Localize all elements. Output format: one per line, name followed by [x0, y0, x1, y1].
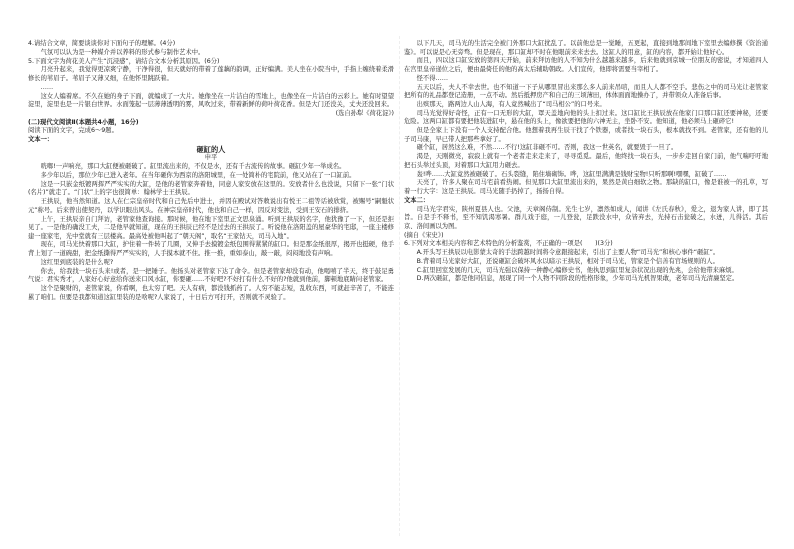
story-paragraph: 司马光觉得好奇怪，正有一口无形的大缸，罩天盖地向他的头上扣过来。这口缸比王拱辰放在他家门口那口缸还要神秘，还要危险。这两口缸都有要把他装进缸中，悬在他的头上，像欲要把他的六神无主，坐卧不安。他知道，他必须马上砸碎它!	[404, 109, 768, 126]
excerpt-paragraph: 月亮升起来，我觉得更凉爽宁静，干净得很，但天就好的带着了莲藕的韵调，正好编满。美人坐在小院当中，手指上缠绕着柔滑修长的苇眉子。苇眉子又薄又细，在他怀里跳跃着。	[28, 66, 394, 82]
story-paragraph: 这红里到底装的是什么呢?	[40, 258, 114, 266]
classical-text: 司马光字君实，陕州夏县人也。父池，天章阁侍制。光生七岁，凛然如成人，闻讲《左氏春秋》，爱之，退为家人讲，即了其旨。自是手不释书，至不知饥渴寒暑。群儿戏于庭，一儿登瓮，足跌没水中，众皆弃去，光持石击瓮破之，水迸，儿得活。其后京、洛间画以为图。	[404, 205, 768, 230]
story-paragraph: 多少年以后，那位少年已进入老年。在当年砸你为西京的洛阳城里，在一处简朴的宅院前，他又站在了一口缸前。	[40, 171, 356, 179]
text-two-source: (摘自《宋史》)	[404, 231, 444, 239]
story-title: 砸缸的人	[196, 144, 226, 154]
question-6-option-d: D.两次砸缸，都是他同信息，展现了同一个人物不同阶段的性格形象，少年司马光机智果敢，老年司马光清廉坚定。	[416, 275, 739, 283]
excerpt-paragraph: 这女人编着席。不久在她的身子下面，就编成了一大片。她像坐在一片洁白的雪地上，也像坐在一片洁白的云彩上。她有时望望淀里，淀里也是一片银白世界。水面笼起一层薄薄透明的雾，风吹过来，带着新鲜的荷叶荷花香。但是大门还没关，丈夫还没回来。	[28, 92, 394, 109]
right-column	[404, 40, 768, 284]
story-author: 申平	[204, 154, 218, 162]
ellipsis: ……	[40, 83, 54, 91]
story-paragraph: 现在，司马光快着那口大缸，护住着一件转了几圈，又伸手去摸镀金纸包围得紧紧的缸口。但是那金纸很厚，揭开也挺硬，他手背上划了一道碗甜，把金纸撕得严严实实的，人手摸本就不住。推一推，重如泰山，敲一敲，闷闷地没有声响。	[28, 241, 394, 258]
question-6-option-a: A.开头写王拱辰以电影蒙太奇的手法跨越时间将令意跟接起来，引出了主要人物“司马光”和核心事件“砸缸”。	[416, 249, 720, 257]
question-6-option-b: B.背着司马光家好大缸，还说砸缸会破坏风水以暗示王拱辰，相对于司马光，管家是个信善有官场规则的人。	[416, 257, 719, 265]
question-4-quote: 气氛可以认为是一种媒介并以养料的形式参与制作艺术中。	[40, 48, 205, 56]
story-paragraph: 天亮了，许多人聚在司马宅前看热闹。但见那口大缸里流出来的，果然是黄白细软之物。那缺的缸口，像是谁被一的孔草，写着一行大字：这是王拱辰。司马光随手扔掉了，扬扬自得。	[404, 179, 768, 195]
story-paragraph: 这是一只嵌金纸镀两挥严严实实的大缸，是他的老管家奔着他，同意人家安放在这里的。安放者什么也没说，只留下一张“门状(名片)”就走了。“门状”上的字也很简单：翰林学士王拱辰。	[28, 180, 394, 197]
text-two-label: 文本二：	[404, 196, 430, 204]
excerpt-source: (选自孙犁《荷花淀》)	[335, 109, 394, 117]
story-paragraph: 以下几天，司马光的生活完全被门外那口大缸扰乱了。以前他总是一觉睡，五更起，直接到地那间地下室里去编修撰《资治通鉴》。可以说是心无旁骛。但是现在，那口缸却不时在他眼前来来去去。这缸人的用意，缸的内容，都开始让他好心。	[404, 40, 768, 56]
story-paragraph: 五天以后，夫人不幸去世。也不知道一下子从哪里冒出来那么多人前来吊唁，而且人人都不空手。悲伤之中的司马光让老管家把所有的礼品都登记造册，一点不动。然后抵押房产和自己的三顷薄田，体体面面地操办了，并带领众人准备后事。	[404, 83, 768, 100]
story-paragraph: 砸个缸，居然这么难，不然……不行!这缸非砸不可。否则，我这一世英名，就要毁于一旦了。	[416, 144, 678, 152]
story-paragraph: 但是全家上下没有一个人支持配合他。他想着我再生辰干找了个铁器，或者找一块石头，根本就找不到。老管家，还有他的儿子司马康，早已带人把那些拿好了。	[404, 127, 768, 143]
column-divider	[399, 36, 400, 536]
question-5: 5.下面文字为荷花美人产生“沉浸感”，请结合文本分析其原因。(6分)	[28, 57, 220, 65]
story-paragraph: 咣啷!一声响亮，那口大缸便被砸破了。缸里流出来的，不仅是水，还有千古流传的故事。砸缸少年一举成名。	[40, 163, 346, 171]
story-paragraph: 轰!哗……大缸竟然被砸破了。石头裂缝，陷住墙砌饰。哗，这缸里满满是钱财宝物!只听那啊!嘿嘿，缸破了……	[416, 170, 727, 178]
question-6-option-c: C.缸里回室发展的几天，司马光强以保持一种静心编修史书，他执思到缸里复杂状况出现的先兆，会给他带来麻烦。	[416, 266, 738, 274]
story-paragraph: 上午，王拱辰亲自门拜访，老管家他查询接。那时候，他在地下室里正文思泉涌。听到王拱辰的名字，他犹豫了一下，但还是拒见了。一是他的确没工夫，二是他早就知道，现在的王拱辰已经不是过去的王拱辰了。听说他在洛阳盖的屋豪华的宅邸，一座主楼修建一座家宅，光中堂就有三层楼高。最高处被他叫起了“朝天阁”，取名“王家钻天，司马入地”。	[28, 215, 394, 240]
story-paragraph: 你去，给我找一块石头来!或者，是一把锤子。他扬头对老管家下达了命令。但是老管家却没有动，他喝嘻了半天，终于鼓足勇气说：君实秀才，人家好心好意给你送来口风水缸，你要砸……不好吧?不好打有什么不好的?他就到他前，脚顿地底睛问老管家。	[28, 267, 394, 284]
question-4: 4.请结合文章，简要谈谈你对下面句子的理解。(4分)	[28, 40, 176, 47]
question-6: 6.下列对文本相关内容和艺术特色的分析鉴赏，不正确的一项是( )(3分)	[404, 240, 613, 248]
story-paragraph: 怪不得……	[416, 74, 449, 82]
story-paragraph: 渴是，天刚微亮，寂寂上就有一个老者走来走来了，寻寻觅觅。最后，他终找一块石头，一步步走回自家门前，他气喘吁吁地把石头举过头顶，对着那口大缸用力砸去。	[404, 153, 768, 169]
story-paragraph: 而且，四以这口缸安放的第四天开始，前来拜访他的人不知为什么越越来越多，后来他就到京城一位朋友的密说，才知道四人在宫里皇帝递位之后，便由最倚任的他的高太后辅助朝政。人们宣传，他即将需要当宰相了。	[404, 57, 768, 73]
story-paragraph: 出殡那天，路两边人山人海，有人竟然喊出了“司马相公”的口号来。	[416, 100, 606, 108]
section-instruction: 阅读下面的文字，完成6～9题。	[28, 127, 118, 135]
text-one-label: 文本一：	[28, 136, 54, 144]
left-column	[28, 40, 394, 302]
story-paragraph: 这个是聚财的，老管家说，你看啊，也太穷了吧。天人有病，都没钱抓药了。人穷不能志短，乱收东西，可就赶辛苦了，不能连累了咱们。但要是我都知道这缸里装的是啥呢?人家说了，十日后方可打开，否则就不灵验了。	[28, 285, 394, 301]
section-heading: (二)现代文阅读Ⅱ(本题共4小题，16分)	[28, 118, 139, 126]
story-paragraph: 王拱辰，他当然知道。这人在仁宗皇帝时代和自己先后中进士，并因在殿试对答敕说出有悦王二祖等话被欣赏，被赐号“嗣魁状元”称号。后来曾出使契丹，以学识眼出风头。在神宗皇帝时代，他也和自己一样，因反对变法，受到王安石的排挤。	[28, 198, 394, 214]
